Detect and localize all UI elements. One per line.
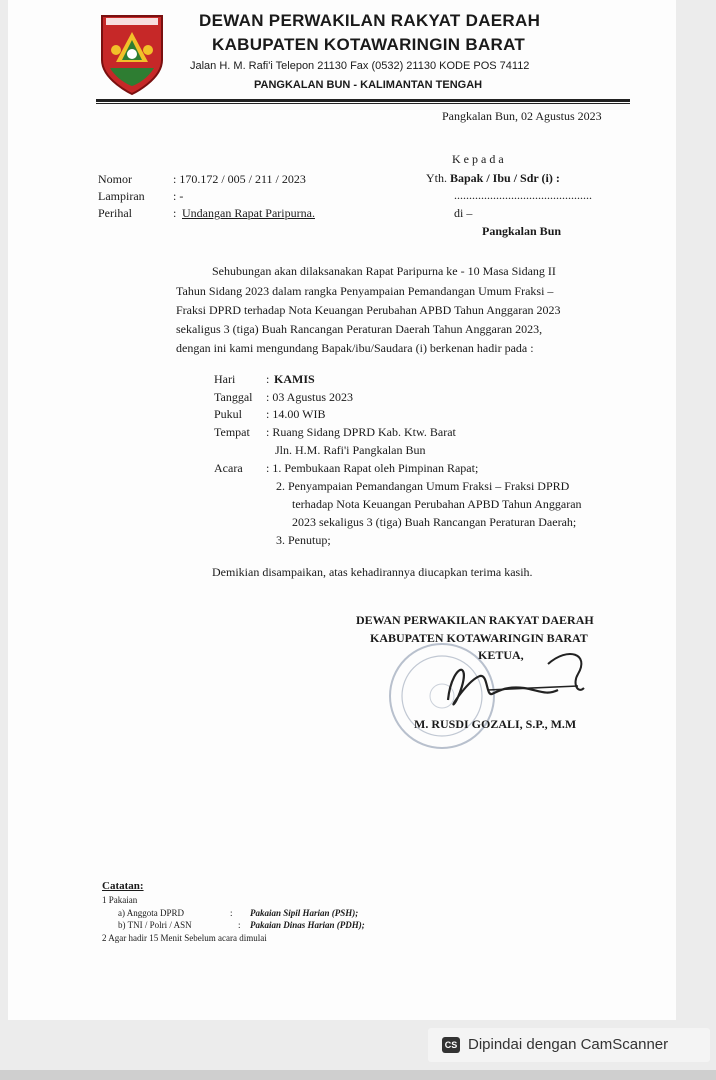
lampiran-value: : - [173,189,184,203]
hari-value: KAMIS [274,372,315,386]
notes-item-a-label: a) Anggota DPRD [118,908,184,918]
notes-item-b-colon: : [238,920,241,930]
body-line-3: Fraksi DPRD terhadap Nota Keuangan Perubahan APBD Tahun Anggaran 2023 [176,303,561,317]
org-name-line1: DEWAN PERWAKILAN RAKYAT DAERAH [199,11,541,30]
notes-heading: Catatan: [102,880,144,892]
handwritten-signature [428,640,598,720]
signature-org-1: DEWAN PERWAKILAN RAKYAT DAERAH [356,613,594,627]
tempat-value-2: Jln. H.M. Rafi'i Pangkalan Bun [275,443,426,457]
lampiran-label: Lampiran [98,189,145,203]
letter-date: Pangkalan Bun, 02 Agustus 2023 [442,109,602,123]
tanggal-label: Tanggal [214,390,253,404]
pukul-label: Pukul [214,407,243,421]
letterhead-rule-thick [96,99,630,102]
letter-page [8,0,676,1020]
recipient-place: Pangkalan Bun [482,224,562,238]
org-city: PANGKALAN BUN - KALIMANTAN TENGAH [254,79,483,91]
acara-item-3: 3. Penutup; [276,533,331,547]
body-line-4: sekaligus 3 (tiga) Buah Rancangan Peraturan Daerah Tahun Anggaran 2023, [176,322,543,336]
tempat-value-1: : Ruang Sidang DPRD Kab. Ktw. Barat [266,425,456,439]
signature-org-2: KABUPATEN KOTAWARINGIN BARAT [370,631,588,645]
acara-label: Acara [214,461,243,475]
perihal-label: Perihal [98,206,132,220]
signature-title: KETUA, [478,648,524,662]
acara-item-1: : 1. Pembukaan Rapat oleh Pimpinan Rapat; [266,461,479,475]
tanggal-value: : 03 Agustus 2023 [266,390,354,404]
hari-label: Hari [214,372,236,386]
body-line-5: dengan ini kami mengundang Bapak/ibu/Saudara (i) berkenan hadir pada : [176,341,534,355]
org-address: Jalan H. M. Rafi'i Telepon 21130 Fax (0532) 21130 KODE POS 74112 [190,60,530,72]
nomor-label: Nomor [98,172,132,186]
recipient-yth-text: Bapak / Ibu / Sdr (i) : [450,171,560,185]
body-line-1: Sehubungan akan dilaksanakan Rapat Paripurna ke - 10 Masa Sidang II [212,264,556,278]
camscanner-watermark [428,1028,710,1062]
body-line-2: Tahun Sidang 2023 dalam rangka Penyampaian Pemandangan Umum Fraksi – [176,284,554,298]
tempat-label: Tempat [214,425,250,439]
closing-text: Demikian disampaikan, atas kehadirannya diucapkan terima kasih. [212,565,533,579]
letterhead-rule-thin [96,103,630,104]
recipient-di: di – [454,206,473,220]
signatory-name: M. RUSDI GOZALI, S.P., M.M [414,717,577,731]
notes-item-1: 1 Pakaian [102,895,138,905]
hari-colon: : [266,372,270,386]
nomor-value: : 170.172 / 005 / 211 / 2023 [173,172,306,186]
notes-item-b-label: b) TNI / Polri / ASN [118,920,192,930]
perihal-value: Undangan Rapat Paripurna. [182,206,315,220]
perihal-colon: : [173,206,177,220]
regency-logo [96,10,168,96]
acara-item-2a: 2. Penyampaian Pemandangan Umum Fraksi – Fraksi DPRD [276,479,570,493]
camscanner-logo-icon: CS [442,1037,460,1053]
recipient-yth-prefix: Yth. [426,171,450,185]
bottom-bar [0,1070,716,1080]
notes-item-b-value: Pakaian Dinas Harian (PDH); [250,920,365,930]
acara-item-2c: 2023 sekaligus 3 (tiga) Buah Rancangan Peraturan Daerah; [292,515,577,529]
pukul-value: : 14.00 WIB [266,407,326,421]
recipient-yth [426,171,560,186]
notes-item-a-colon: : [230,908,233,918]
camscanner-text: Dipindai dengan CamScanner [468,1036,669,1053]
recipient-kepada: K e p a d a [452,152,504,166]
acara-item-2b: terhadap Nota Keuangan Perubahan APBD Tahun Anggaran [292,497,582,511]
notes-item-2: 2 Agar hadir 15 Menit Sebelum acara dimulai [102,933,267,943]
notes-item-a-value: Pakaian Sipil Harian (PSH); [250,908,359,918]
org-name-line2: KABUPATEN KOTAWARINGIN BARAT [212,35,526,54]
recipient-dots: .............................................. [454,188,592,202]
